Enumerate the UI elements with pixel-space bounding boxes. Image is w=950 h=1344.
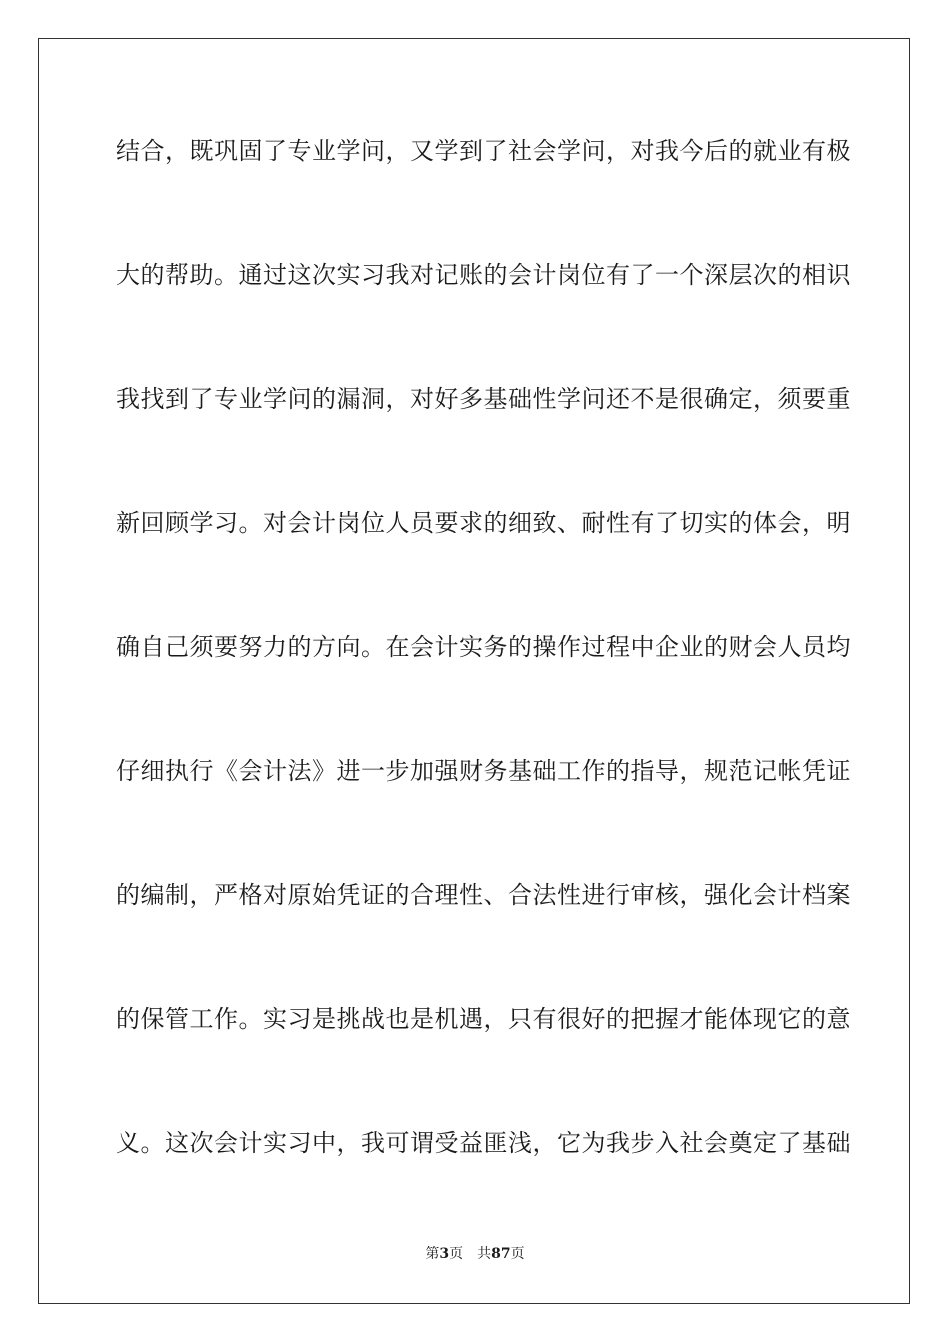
body-line-2: 大的帮助。通过这次实习我对记账的会计岗位有了一个深层次的相识	[116, 261, 851, 289]
page-prefix: 第	[425, 1246, 440, 1262]
body-line-1: 结合，既巩固了专业学问，又学到了社会学问，对我今后的就业有极	[116, 137, 851, 165]
total-pages: 87	[491, 1246, 511, 1262]
body-line-9: 义。这次会计实习中，我可谓受益匪浅，它为我步入社会奠定了基础	[116, 1129, 851, 1157]
page-number: 3	[439, 1246, 450, 1262]
body-line-7: 的编制，严格对原始凭证的合理性、合法性进行审核，强化会计档案	[116, 881, 851, 909]
body-line-3: 我找到了专业学问的漏洞，对好多基础性学问还不是很确定，须要重	[116, 385, 851, 413]
body-line-5: 确自己须要努力的方向。在会计实务的操作过程中企业的财会人员均	[116, 633, 851, 661]
body-line-6: 仔细执行《会计法》进一步加强财务基础工作的指导，规范记帐凭证	[116, 757, 851, 785]
page-frame	[38, 38, 910, 1304]
total-prefix: 共	[477, 1246, 492, 1262]
body-line-8: 的保管工作。实习是挑战也是机遇，只有很好的把握才能体现它的意	[116, 1005, 851, 1033]
page-suffix: 页	[449, 1246, 464, 1262]
body-line-4: 新回顾学习。对会计岗位人员要求的细致、耐性有了切实的体会，明	[116, 509, 851, 537]
page-footer	[0, 1245, 950, 1263]
total-suffix: 页	[510, 1246, 525, 1262]
